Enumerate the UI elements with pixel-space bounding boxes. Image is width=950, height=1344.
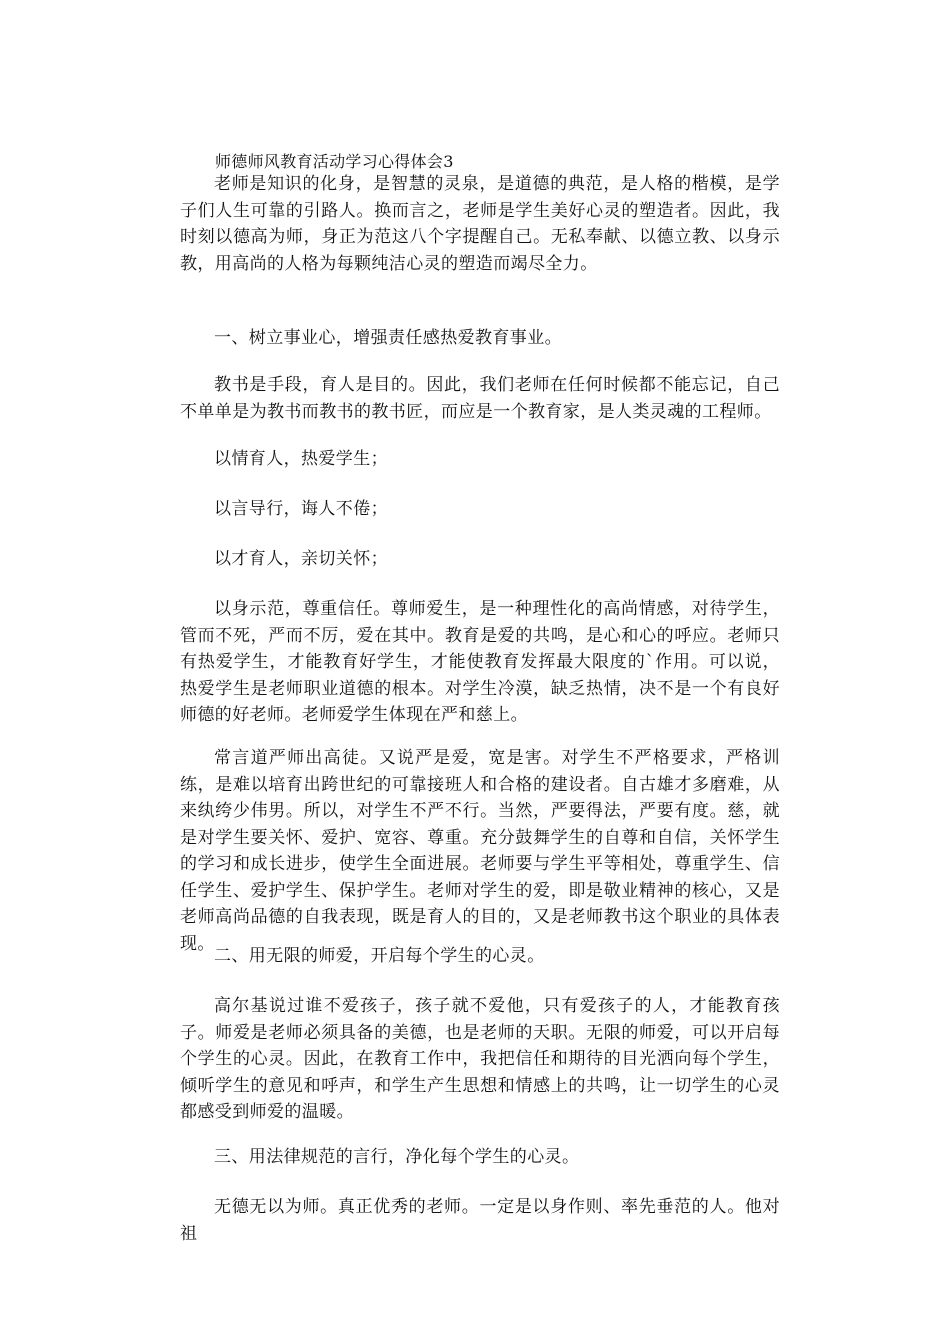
- paragraph-example: 以身示范，尊重信任。尊师爱生，是一种理性化的高尚情感，对待学生，管而不死，严而不厉，爱在其中。教育是爱的共鸣，是心和心的呼应。老师只有热爱学生，才能教育好学生，才能使教育发挥最大限度的`作用。可以说，热爱学生是老师职业道德的根本。对学生冷漠，缺乏热情，决不是一个有良好师德的好老师。老师爱学生体现在严和慈上。: [180, 599, 780, 725]
- list-item-3: 以才育人，亲切关怀；: [214, 549, 388, 569]
- section-heading-1: 一、树立事业心，增强责任感热爱教育事业。: [214, 328, 562, 348]
- paragraph-strict: 常言道严师出高徒。又说严是爱，宽是害。对学生不严格要求，严格训练，是难以培育出跨世纪的可靠接班人和合格的建设者。自古雄才多磨难，从来纨绔少伟男。所以，对学生不严不行。当然，严要得法，严要有度。慈，就是对学生要关怀、爱护、宽容、尊重。充分鼓舞学生的自尊和自信，关怀学生的学习和成长进步，使学生全面进展。老师要与学生平等相处，尊重学生、信任学生、爱护学生、保护学生。老师对学生的爱，即是敬业精神的核心，又是老师高尚品德的自我表现，既是育人的目的，又是老师教书这个职业的具体表现。: [180, 748, 780, 954]
- section-heading-2: 二、用无限的师爱，开启每个学生的心灵。: [214, 946, 545, 966]
- list-item-1: 以情育人，热爱学生；: [214, 449, 388, 469]
- paragraph-intro: 老师是知识的化身，是智慧的灵泉，是道德的典范，是人格的楷模，是学子们人生可靠的引路人。换而言之，老师是学生美好心灵的塑造者。因此，我时刻以德高为师，身正为范这八个字提醒自己。无私奉献、以德立教、以身示教，用高尚的人格为每颗纯洁心灵的塑造而竭尽全力。: [180, 174, 780, 274]
- paragraph-teaching: 教书是手段，育人是目的。因此，我们老师在任何时候都不能忘记，自己不单单是为教书而教书的教书匠，而应是一个教育家，是人类灵魂的工程师。: [180, 375, 780, 422]
- document-title: 师德师风教育活动学习心得体会3: [215, 152, 454, 171]
- paragraph-love: 高尔基说过谁不爱孩子，孩子就不爱他，只有爱孩子的人，才能教育孩子。师爱是老师必须具备的美德，也是老师的天职。无限的师爱，可以开启每个学生的心灵。因此，在教育工作中，我把信任和期待的目光洒向每个学生，倾听学生的意见和呼声，和学生产生思想和情感上的共鸣，让一切学生的心灵都感受到师爱的温暖。: [180, 996, 780, 1122]
- paragraph-virtue: 无德无以为师。真正优秀的老师。一定是以身作则、率先垂范的人。他对祖: [180, 1197, 780, 1244]
- list-item-2: 以言导行，诲人不倦；: [214, 499, 388, 519]
- section-heading-3: 三、用法律规范的言行，净化每个学生的心灵。: [214, 1147, 580, 1167]
